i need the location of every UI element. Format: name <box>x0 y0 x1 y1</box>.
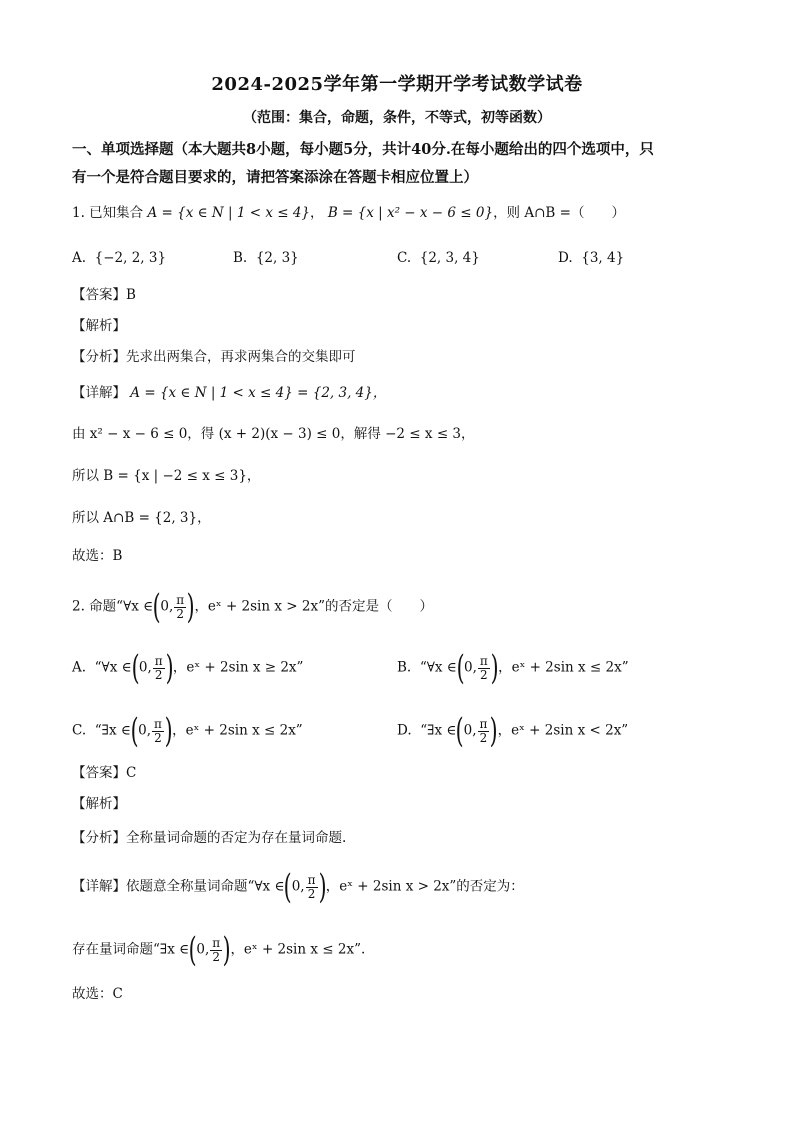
close-paren-glyph: ) <box>222 930 231 970</box>
q2-detail-1-suffix: ，eˣ + 2sin x > 2x”的否定为： <box>325 878 524 895</box>
q1-choose: 故选：B <box>72 548 123 564</box>
open-paren-glyph: ( <box>152 587 161 627</box>
frac-numerator: π <box>176 592 185 607</box>
q1-stem-prefix: 1. 已知集合 <box>72 205 144 221</box>
q2-option-c-suffix: ，eˣ + 2sin x ≤ 2x” <box>172 722 303 739</box>
close-paren-glyph: ) <box>318 867 327 907</box>
q1-option-a-value: {−2, 2, 3} <box>94 250 167 266</box>
frac-numerator: π <box>154 653 163 668</box>
q1-option-c <box>397 248 480 268</box>
q1-set-b: B = {x | x² − x − 6 ≤ 0} <box>327 205 494 221</box>
q1-option-d <box>558 248 624 268</box>
q2-option-c <box>72 711 303 751</box>
q2-option-a-suffix: ，eˣ + 2sin x ≥ 2x” <box>172 659 304 676</box>
q1-detail-1 <box>72 383 386 403</box>
q2-fenxi <box>72 828 346 848</box>
pi-over-two <box>153 655 165 682</box>
q1-set-a: A = {x ∈ N | 1 < x ≤ 4} <box>147 205 311 221</box>
close-paren-glyph: ) <box>490 648 499 688</box>
open-paren-glyph: ( <box>456 711 464 751</box>
open-paren-glyph: ( <box>130 711 139 751</box>
q1-option-d-value: {3, 4} <box>581 250 625 266</box>
q1-fenxi-tag: 【分析】 <box>72 349 126 365</box>
q1-answer-tag: 【答案】 <box>72 287 126 303</box>
q1-answer <box>72 285 136 305</box>
frac-denominator: 2 <box>479 730 488 745</box>
q1-option-b-value: {2, 3} <box>255 250 299 266</box>
pi-over-two <box>306 874 318 901</box>
q2-option-a-prefix: “∀x ∈ <box>94 659 132 676</box>
q2-stem-suffix: ，eˣ + 2sin x > 2x”的否定是（ ） <box>194 598 433 615</box>
q2-option-b-label: B. <box>397 659 412 676</box>
q2-detail-2-prefix: 存在量词命题“∃x ∈ <box>72 941 190 958</box>
pi-over-two <box>478 655 490 682</box>
q2-option-d-label: D. <box>397 722 412 739</box>
q2-analysis-tag: 【解析】 <box>72 796 126 812</box>
pi-over-two <box>478 718 490 745</box>
q2-option-d-prefix: “∃x ∈ <box>420 722 457 739</box>
q2-detail-2 <box>72 930 366 970</box>
page-title: 2024-2025学年第一学期开学考试数学试卷 <box>211 74 583 95</box>
open-paren-glyph: ( <box>131 648 140 688</box>
q2-detail-1-prefix: 依题意全称量词命题“∀x ∈ <box>126 878 285 895</box>
q1-detail-tag: 【详解】 <box>72 385 126 401</box>
q2-option-a <box>72 648 304 688</box>
q2-option-b-prefix: “∀x ∈ <box>419 659 457 676</box>
frac-numerator: π <box>307 872 316 887</box>
page-subtitle: （范围：集合，命题，条件，不等式，初等函数） <box>243 110 551 126</box>
close-paren-glyph: ) <box>490 711 499 751</box>
q2-detail-1 <box>72 867 524 907</box>
q2-option-a-label: A. <box>72 659 87 676</box>
q2-zero: 0, <box>464 659 477 676</box>
q2-option-c-prefix: “∃x ∈ <box>94 722 131 739</box>
pi-over-two <box>152 718 164 745</box>
frac-denominator: 2 <box>154 730 162 745</box>
section-heading-line1: 一、单项选择题（本大题共8小题，每小题5分，共计40分.在每小题给出的四个选项中，只 <box>72 141 654 158</box>
q2-zero: 0, <box>138 659 152 676</box>
q1-option-d-label: D. <box>558 250 573 266</box>
q2-fenxi-tag: 【分析】 <box>72 830 126 846</box>
close-paren-glyph: ) <box>186 587 195 627</box>
q2-answer <box>72 763 136 783</box>
q2-zero: 0, <box>291 878 305 895</box>
q1-option-c-label: C. <box>397 250 412 266</box>
q2-stem <box>72 587 433 627</box>
q1-option-a <box>72 248 166 268</box>
q2-fenxi-text: 全称量词命题的否定为存在量词命题. <box>126 830 347 846</box>
q2-option-b-suffix: ，eˣ + 2sin x ≤ 2x” <box>498 659 629 676</box>
q2-zero: 0, <box>138 722 152 739</box>
q1-stem-suffix: ，则 A∩B =（ ） <box>493 205 625 221</box>
q1-detail-1-text: A = {x ∈ N | 1 < x ≤ 4} = {2, 3, 4}， <box>130 385 387 401</box>
frac-numerator: π <box>479 716 488 731</box>
frac-numerator: π <box>154 716 162 731</box>
q1-answer-value: B <box>126 287 136 303</box>
q2-stem-prefix: 2. 命题“∀x ∈ <box>72 598 154 615</box>
q1-option-b-label: B. <box>233 250 248 266</box>
q2-option-d <box>397 711 629 751</box>
q1-option-c-value: {2, 3, 4} <box>419 250 480 266</box>
frac-numerator: π <box>212 935 221 950</box>
q1-stem <box>72 203 625 223</box>
q2-option-c-label: C. <box>72 722 87 739</box>
q2-option-b <box>397 648 629 688</box>
q2-answer-value: C <box>126 765 137 781</box>
q2-answer-tag: 【答案】 <box>72 765 126 781</box>
frac-denominator: 2 <box>176 606 185 621</box>
q1-detail-4: 所以 A∩B = {2, 3}， <box>72 510 211 526</box>
q1-detail-3: 所以 B = {x | −2 ≤ x ≤ 3}， <box>72 468 261 484</box>
pi-over-two <box>174 594 186 621</box>
open-paren-glyph: ( <box>284 867 293 907</box>
frac-denominator: 2 <box>154 667 163 682</box>
q2-choose: 故选：C <box>72 986 123 1002</box>
open-paren-glyph: ( <box>188 930 197 970</box>
section-heading-line2: 有一个是符合题目要求的，请把答案添涂在答题卡相应位置上） <box>72 169 478 186</box>
q2-zero: 0, <box>196 941 210 958</box>
q2-zero: 0, <box>160 598 174 615</box>
q1-comma: ， <box>310 205 324 221</box>
pi-over-two <box>210 937 222 964</box>
q1-detail-2: 由 x² − x − 6 ≤ 0，得 (x + 2)(x − 3) ≤ 0，解得 −2 ≤ x ≤ 3， <box>72 426 475 442</box>
frac-denominator: 2 <box>307 886 316 901</box>
q1-option-a-label: A. <box>72 250 87 266</box>
open-paren-glyph: ( <box>456 648 465 688</box>
q1-option-b <box>233 248 299 268</box>
q2-detail-2-suffix: ，eˣ + 2sin x ≤ 2x”. <box>230 941 366 958</box>
frac-denominator: 2 <box>212 949 221 964</box>
close-paren-glyph: ) <box>164 711 173 751</box>
q2-zero: 0, <box>463 722 477 739</box>
frac-denominator: 2 <box>480 667 488 682</box>
q1-fenxi-text: 先求出两集合，再求两集合的交集即可 <box>126 349 356 365</box>
q2-option-d-suffix: ，eˣ + 2sin x < 2x” <box>497 722 629 739</box>
q2-detail-tag: 【详解】 <box>72 878 126 895</box>
frac-numerator: π <box>479 653 488 668</box>
close-paren-glyph: ) <box>165 648 174 688</box>
q1-analysis-tag: 【解析】 <box>72 318 126 334</box>
q1-fenxi <box>72 347 356 367</box>
